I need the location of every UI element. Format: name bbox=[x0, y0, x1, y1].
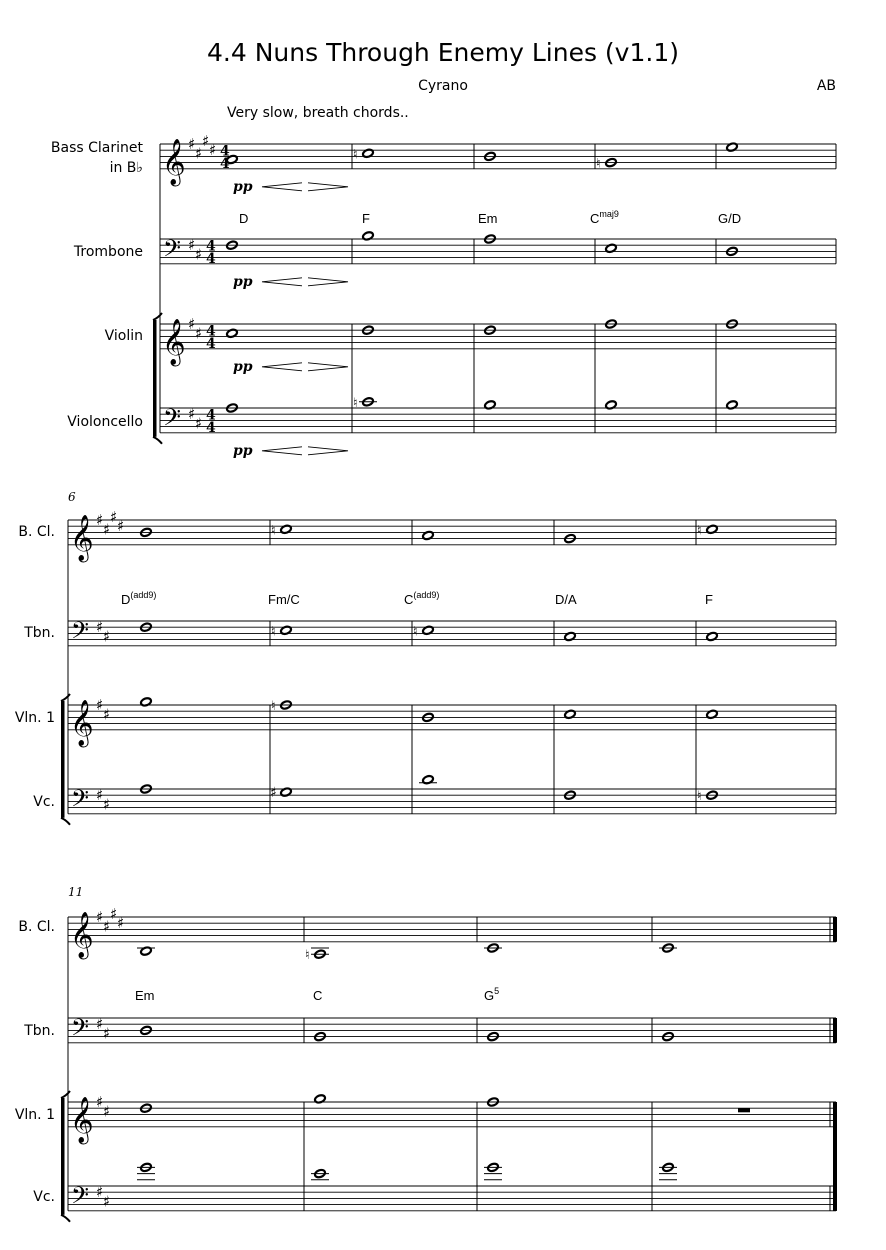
time-signature-top: 4 bbox=[206, 323, 216, 340]
final-barline bbox=[833, 1186, 837, 1211]
tempo-marking: Very slow, breath chords.. bbox=[227, 105, 409, 121]
key-signature-sharp: ♯ bbox=[103, 627, 111, 646]
crescendo-hairpin bbox=[262, 183, 302, 191]
treble-clef: 𝄞 bbox=[70, 514, 94, 561]
time-signature-bottom: 4 bbox=[220, 155, 230, 172]
chord-symbol: D/A bbox=[555, 592, 577, 607]
chord-symbol: $C^{maj9}$ bbox=[590, 209, 619, 226]
chord-symbol: G/D bbox=[718, 211, 742, 226]
score-subtitle: Cyrano bbox=[418, 78, 468, 94]
key-signature-sharp: ♯ bbox=[117, 517, 125, 536]
natural-accidental: ♮ bbox=[413, 624, 418, 640]
instrument-name-violin: Violin bbox=[104, 328, 143, 344]
instrument-name-trombone: Trombone bbox=[73, 244, 143, 260]
bracket-cap bbox=[153, 437, 162, 444]
treble-clef: 𝄞 bbox=[70, 699, 94, 746]
crescendo-hairpin bbox=[262, 447, 302, 455]
treble-clef: 𝄞 bbox=[162, 318, 186, 365]
instrument-abbr-violoncello: Vc. bbox=[33, 794, 55, 810]
instrument-abbr-violoncello: Vc. bbox=[33, 1189, 55, 1205]
crescendo-hairpin bbox=[262, 363, 302, 371]
crescendo-hairpin bbox=[262, 278, 302, 286]
final-barline bbox=[833, 917, 837, 942]
key-signature-sharp: ♯ bbox=[202, 131, 210, 150]
key-signature-sharp: ♯ bbox=[195, 324, 203, 343]
whole-rest bbox=[738, 1108, 750, 1112]
natural-accidental: ♮ bbox=[271, 699, 276, 714]
instrument-abbr-violin: Vln. 1 bbox=[14, 1107, 55, 1123]
chord-symbol: $D^{(add9)}$ bbox=[121, 590, 157, 607]
key-signature-sharp: ♯ bbox=[188, 236, 196, 255]
time-signature-bottom: 4 bbox=[206, 335, 216, 352]
chord-symbol: C bbox=[313, 988, 323, 1003]
bracket-cap bbox=[61, 694, 70, 701]
measure-number: 11 bbox=[68, 885, 84, 899]
dynamic-marking: pp bbox=[233, 442, 253, 459]
time-signature-bottom: 4 bbox=[206, 419, 216, 436]
key-signature-sharp: ♯ bbox=[195, 414, 203, 433]
key-signature-sharp: ♯ bbox=[195, 245, 203, 264]
bass-clef: 𝄢 bbox=[71, 784, 90, 818]
key-signature-sharp: ♯ bbox=[96, 511, 104, 529]
key-signature-sharp: ♯ bbox=[188, 135, 196, 153]
key-signature-sharp: ♯ bbox=[103, 705, 111, 724]
decrescendo-hairpin bbox=[308, 363, 348, 371]
natural-accidental: ♮ bbox=[271, 523, 276, 539]
bass-clef: 𝄢 bbox=[163, 403, 182, 437]
chord-symbol: $G^5$ bbox=[484, 986, 500, 1003]
instrument-abbr-trombone: Tbn. bbox=[24, 1023, 55, 1039]
instrument-abbr-bass-clarinet: B. Cl. bbox=[18, 919, 55, 935]
instrument-abbr-violin: Vln. 1 bbox=[14, 710, 55, 726]
decrescendo-hairpin bbox=[308, 447, 348, 455]
key-signature-sharp: ♯ bbox=[96, 908, 104, 926]
key-signature-sharp: ♯ bbox=[96, 1183, 104, 1202]
natural-accidental: ♮ bbox=[596, 156, 601, 172]
bracket bbox=[61, 1098, 65, 1215]
chord-symbol: F bbox=[705, 592, 713, 607]
final-barline bbox=[833, 1018, 837, 1043]
bracket-cap bbox=[61, 1215, 70, 1222]
key-signature-sharp: ♯ bbox=[103, 1024, 111, 1043]
chord-symbol: F bbox=[362, 211, 370, 226]
dynamic-marking: pp bbox=[233, 358, 253, 375]
instrument-abbr-bass-clarinet: B. Cl. bbox=[18, 524, 55, 540]
score-title: 4.4 Nuns Through Enemy Lines (v1.1) bbox=[207, 38, 679, 67]
bracket-cap bbox=[61, 818, 70, 825]
key-signature-sharp: ♯ bbox=[96, 618, 104, 637]
natural-accidental: ♮ bbox=[697, 789, 702, 805]
bracket-cap bbox=[153, 313, 162, 320]
key-signature-sharp: ♯ bbox=[96, 696, 104, 714]
measure-number: 6 bbox=[68, 490, 76, 504]
bracket-cap bbox=[61, 1091, 70, 1098]
composer: AB bbox=[816, 78, 836, 94]
key-signature-sharp: ♯ bbox=[110, 507, 118, 526]
time-signature-top: 4 bbox=[220, 143, 230, 160]
key-signature-sharp: ♯ bbox=[195, 144, 203, 163]
bass-clef: 𝄢 bbox=[71, 1013, 90, 1047]
key-signature-sharp: ♯ bbox=[188, 315, 196, 333]
instrument-name-violoncello: Violoncello bbox=[67, 414, 143, 430]
dynamic-marking: pp bbox=[233, 273, 253, 290]
time-signature-top: 4 bbox=[206, 407, 216, 424]
treble-clef: 𝄞 bbox=[70, 911, 94, 958]
key-signature-sharp: ♯ bbox=[209, 141, 217, 160]
key-signature-sharp: ♯ bbox=[103, 795, 111, 814]
key-signature-sharp: ♯ bbox=[96, 786, 104, 805]
bass-clef: 𝄢 bbox=[163, 234, 182, 268]
key-signature-sharp: ♯ bbox=[103, 520, 111, 539]
time-signature-top: 4 bbox=[206, 238, 216, 255]
key-signature-sharp: ♯ bbox=[103, 1102, 111, 1121]
natural-accidental: ♮ bbox=[271, 624, 276, 640]
dynamic-marking: pp bbox=[233, 178, 253, 195]
decrescendo-hairpin bbox=[308, 183, 348, 191]
decrescendo-hairpin bbox=[308, 278, 348, 286]
bracket bbox=[153, 320, 157, 437]
key-signature-sharp: ♯ bbox=[103, 1192, 111, 1211]
natural-accidental: ♮ bbox=[353, 147, 358, 163]
key-signature-sharp: ♯ bbox=[110, 904, 118, 923]
bass-clef: 𝄢 bbox=[71, 1181, 90, 1215]
treble-clef: 𝄞 bbox=[70, 1096, 94, 1143]
key-signature-sharp: ♯ bbox=[188, 405, 196, 424]
chord-symbol: Fm/C bbox=[268, 592, 300, 607]
key-signature-sharp: ♯ bbox=[96, 1015, 104, 1034]
chord-symbol: Em bbox=[478, 211, 498, 226]
time-signature-bottom: 4 bbox=[206, 250, 216, 267]
natural-accidental: ♮ bbox=[305, 948, 310, 964]
bracket bbox=[61, 701, 65, 818]
treble-clef: 𝄞 bbox=[162, 138, 186, 185]
chord-symbol: Em bbox=[135, 988, 155, 1003]
key-signature-sharp: ♯ bbox=[96, 1093, 104, 1111]
instrument-abbr-trombone: Tbn. bbox=[24, 625, 55, 641]
chord-symbol: D bbox=[239, 211, 249, 226]
instrument-name-bass-clarinet: Bass Clarinet in B♭ bbox=[50, 140, 143, 176]
bass-clef: 𝄢 bbox=[71, 616, 90, 650]
key-signature-sharp: ♯ bbox=[117, 914, 125, 933]
sharp-accidental: ♯ bbox=[270, 785, 277, 802]
key-signature-sharp: ♯ bbox=[103, 917, 111, 936]
chord-symbol: $C^{(add9)}$ bbox=[404, 590, 440, 607]
natural-accidental: ♮ bbox=[697, 523, 702, 539]
natural-accidental: ♮ bbox=[353, 395, 358, 411]
